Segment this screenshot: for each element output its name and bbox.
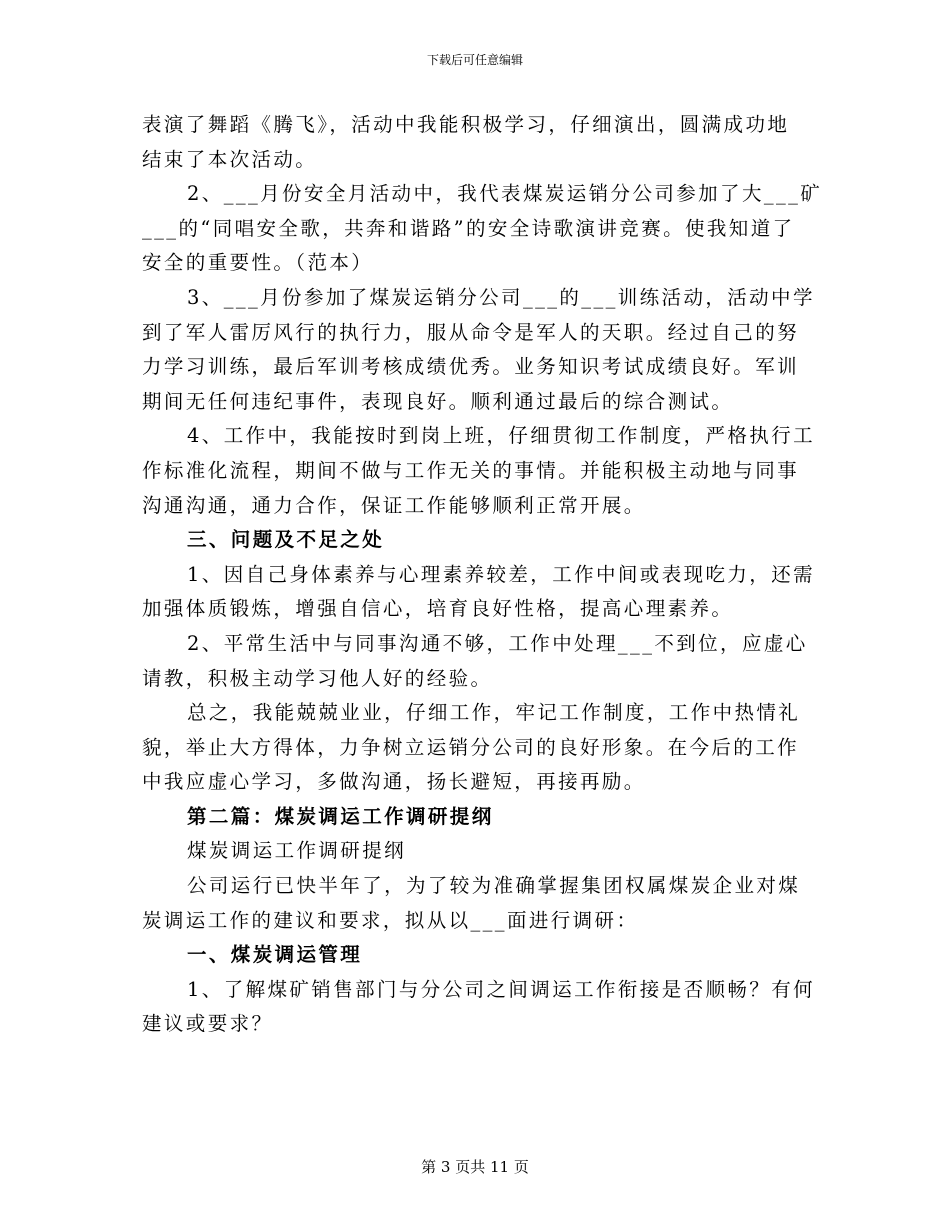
chapter-heading: 第二篇：煤炭调运工作调研提纲	[187, 804, 494, 828]
text-line: 2、___月份安全月活动中，我代表煤炭运销分公司参加了大___矿	[187, 182, 823, 206]
text-line: 加强体质锻炼，增强自信心，培育良好性格，提高心理素养。	[142, 597, 734, 621]
text-line: 3、___月份参加了煤炭运销分公司___的___训练活动，活动中学	[187, 285, 815, 309]
section-heading: 三、问题及不足之处	[187, 528, 385, 552]
text-line: ___的“同唱安全歌，共奔和谐路”的安全诗歌演讲竞赛。使我知道了	[142, 216, 795, 240]
text-line: 2、平常生活中与同事沟通不够，工作中处理___不到位，应虚心	[187, 631, 808, 655]
text-line: 4、工作中，我能按时到岗上班，仔细贯彻工作制度，严格执行工	[187, 424, 816, 448]
text-line: 安全的重要性。（范本）	[142, 251, 374, 275]
text-line: 炭调运工作的建议和要求，拟从以___面进行调研：	[142, 908, 639, 932]
document-body	[142, 108, 823, 1042]
text-line: 总之，我能兢兢业业，仔细工作，牢记工作制度，工作中热情礼	[187, 701, 801, 725]
page-header: 下载后可任意编辑	[426, 53, 523, 67]
text-line: 结束了本次活动。	[142, 147, 318, 171]
text-line: 1、了解煤矿销售部门与分公司之间调运工作衔接是否顺畅？有何	[187, 977, 816, 1001]
text-line: 请教，积极主动学习他人好的经验。	[142, 666, 493, 690]
text-line: 表演了舞蹈《腾飞》，活动中我能积极学习，仔细演出，圆满成功地	[142, 113, 790, 136]
text-line: 建议或要求？	[142, 1012, 274, 1036]
text-line: 中我应虚心学习，多做沟通，扬长避短，再接再励。	[142, 770, 646, 794]
subtitle-line: 煤炭调运工作调研提纲	[187, 839, 407, 863]
text-line: 到了军人雷厉风行的执行力，服从命令是军人的天职。经过自己的努	[142, 320, 800, 344]
text-line: 期间无任何违纪事件，表现良好。顺利通过最后的综合测试。	[142, 389, 734, 413]
text-line: 1、因自己身体素养与心理素养较差，工作中间或表现吃力，还需	[187, 562, 816, 586]
text-line: 作标准化流程，期间不做与工作无关的事情。并能积极主动地与同事	[142, 458, 800, 482]
text-line: 貌，举止大方得体，力争树立运销分公司的良好形象。在今后的工作	[142, 735, 800, 759]
text-line: 公司运行已快半年了，为了较为准确掌握集团权属煤炭企业对煤	[187, 874, 801, 898]
text-line: 沟通沟通，通力合作，保证工作能够顺利正常开展。	[142, 493, 646, 517]
page-number: 第 3 页共 11 页	[421, 1158, 529, 1176]
text-line: 力学习训练，最后军训考核成绩优秀。业务知识考试成绩良好。军训	[142, 355, 800, 379]
section-heading: 一、煤炭调运管理	[187, 943, 363, 967]
